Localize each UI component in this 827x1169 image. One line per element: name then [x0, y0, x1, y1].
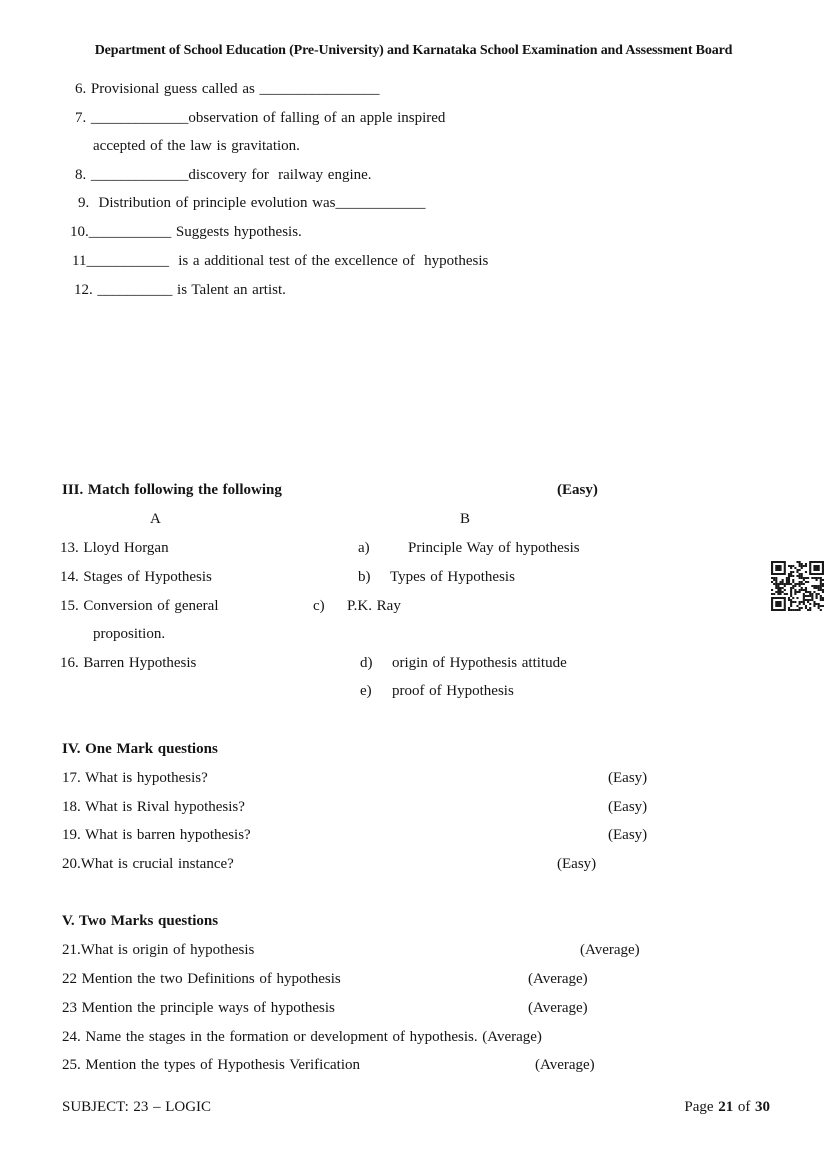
question-line-17: 17. What is hypothesis?	[62, 770, 208, 786]
section-heading-one-mark: IV. One Mark questions	[62, 741, 218, 757]
match-left-15: 15. Conversion of general	[60, 598, 219, 614]
question-line-23: 23 Mention the principle ways of hypothesis	[62, 1000, 335, 1016]
question-line-7: 7. _____________observation of falling of an apple inspired	[75, 110, 446, 126]
difficulty-label: (Average)	[535, 1057, 595, 1073]
match-right-text-a: Principle Way of hypothesis	[408, 540, 580, 556]
difficulty-label: (Easy)	[608, 799, 648, 815]
question-line-7-cont: accepted of the law is gravitation.	[93, 138, 300, 154]
match-right-key-d: d)	[360, 655, 373, 671]
question-line-22: 22 Mention the two Definitions of hypothesis	[62, 971, 341, 987]
footer-page-of: of	[733, 1099, 755, 1115]
page-header-title: Department of School Education (Pre-University) and Karnataka School Examination and Assessment Board	[94, 43, 733, 58]
match-left-13: 13. Lloyd Horgan	[60, 540, 169, 556]
match-right-text-b: Types of Hypothesis	[390, 569, 515, 585]
match-left-14: 14. Stages of Hypothesis	[60, 569, 212, 585]
column-header-b: B	[460, 511, 471, 527]
question-line-9: 9. Distribution of principle evolution was____________	[78, 195, 426, 211]
match-right-key-e: e)	[360, 683, 372, 699]
match-right-key-a: a)	[358, 540, 370, 556]
match-left-16: 16. Barren Hypothesis	[60, 655, 197, 671]
column-header-a: A	[150, 511, 161, 527]
question-line-10: 10.___________ Suggests hypothesis.	[70, 224, 302, 240]
footer-subject: SUBJECT: 23 – LOGIC	[62, 1099, 212, 1115]
match-right-key-b: b)	[358, 569, 371, 585]
question-line-21: 21.What is origin of hypothesis	[62, 942, 255, 958]
footer-page-prefix: Page	[684, 1099, 719, 1115]
question-line-25: 25. Mention the types of Hypothesis Verification	[62, 1057, 360, 1073]
match-right-text-e: proof of Hypothesis	[392, 683, 514, 699]
question-line-24: 24. Name the stages in the formation or development of hypothesis. (Average)	[62, 1029, 542, 1045]
difficulty-label: (Easy)	[608, 827, 648, 843]
section-heading-two-marks: V. Two Marks questions	[62, 913, 219, 929]
match-right-key-c: c)	[313, 598, 325, 614]
difficulty-label: (Easy)	[608, 770, 648, 786]
match-right-text-d: origin of Hypothesis attitude	[392, 655, 567, 671]
match-left-15-cont: proposition.	[93, 626, 166, 642]
question-line-20: 20.What is crucial instance?	[62, 856, 234, 872]
question-line-12: 12. __________ is Talent an artist.	[74, 282, 286, 298]
difficulty-label: (Easy)	[557, 482, 598, 498]
question-line-18: 18. What is Rival hypothesis?	[62, 799, 245, 815]
question-line-11: 11___________ is a additional test of the excellence of hypothesis	[72, 253, 489, 269]
question-line-19: 19. What is barren hypothesis?	[62, 827, 251, 843]
difficulty-label: (Easy)	[557, 856, 597, 872]
qr-code	[771, 561, 824, 611]
footer-page-indicator	[684, 1098, 770, 1117]
difficulty-label: (Average)	[528, 1000, 588, 1016]
section-heading-match: III. Match following the following	[62, 482, 282, 498]
difficulty-label: (Average)	[528, 971, 588, 987]
footer-page-total: 30	[755, 1099, 770, 1115]
difficulty-label: (Average)	[580, 942, 640, 958]
match-right-text-c: P.K. Ray	[347, 598, 401, 614]
question-line-8: 8. _____________discovery for railway engine.	[75, 167, 372, 183]
footer-page-number: 21	[718, 1099, 734, 1115]
question-line-6: 6. Provisional guess called as ________________	[75, 81, 380, 97]
